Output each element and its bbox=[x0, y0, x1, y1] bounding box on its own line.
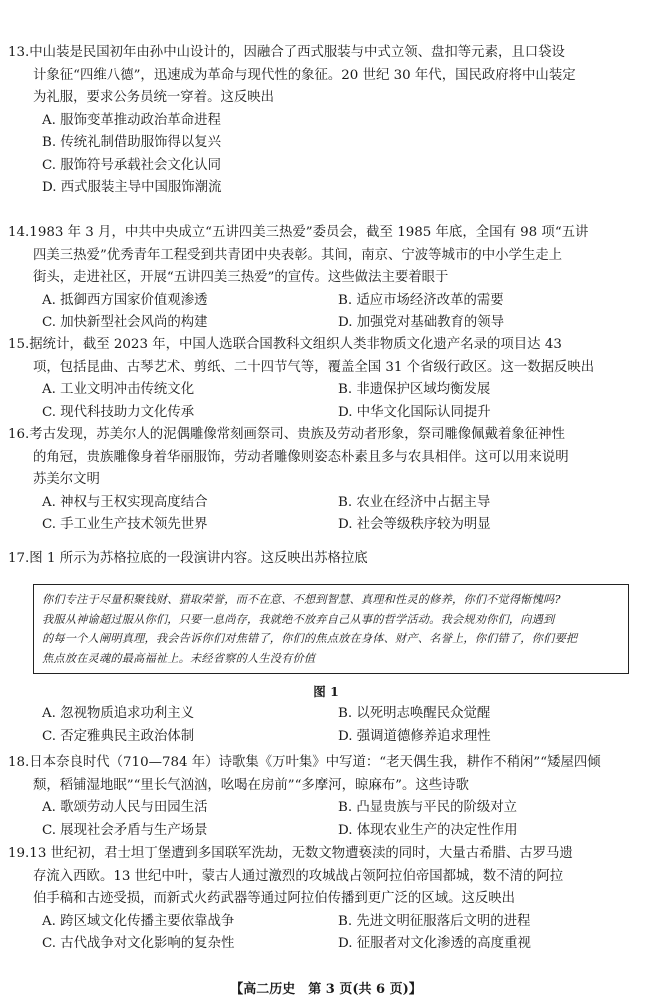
stem-text: 中山装是民国初年由孙中山设计的，因融合了西式服装与中式立领、盘扣等元素，且口袋设 bbox=[29, 45, 565, 60]
question-stem-line: 项，包括昆曲、古琴艺术、剪纸、二十四节气等，覆盖全国 31 个省级行政区。这一数据反映出 bbox=[33, 359, 595, 375]
options bbox=[8, 290, 638, 335]
question-stem-line bbox=[8, 334, 638, 357]
option-d: D. 征服者对文化渗透的高度重视 bbox=[338, 936, 531, 951]
question-number: 19. bbox=[8, 846, 30, 861]
option-c: C. 否定雅典民主政治体制 bbox=[42, 728, 195, 744]
question-stem-line bbox=[8, 548, 638, 571]
quote-line: 你们专注于尽量积聚钱财、猎取荣誉，而不在意、不想到智慧、真理和性灵的修养，你们不觉得惭愧吗? bbox=[42, 593, 561, 606]
option-c: C. 展现社会矛盾与生产场景 bbox=[42, 822, 208, 838]
options bbox=[8, 703, 638, 748]
quote-line: 的每一个人阐明真理，我会告诉你们对焦错了，你们的焦点放在身体、财产、名誉上，你们错了，你们要把 bbox=[42, 632, 578, 646]
option-c: C. 服饰符号承载社会文化认同 bbox=[42, 157, 221, 173]
stem-text: 考古发现，苏美尔人的泥偶雕像常刻画祭司、贵族及劳动者形象，祭司雕像佩戴着象征神性 bbox=[29, 427, 565, 442]
question-number: 16. bbox=[8, 427, 30, 442]
option-b: B. 非遗保护区域均衡发展 bbox=[338, 382, 491, 397]
figure-quote-box bbox=[33, 584, 629, 674]
options bbox=[8, 797, 638, 842]
question-13 bbox=[8, 42, 638, 200]
question-stem-line: 颓，稻铺湿地眠”“里长气汹汹，吆喝在房前”“多摩河，晾麻布”。这些诗歌 bbox=[33, 777, 469, 793]
option-b: B. 传统礼制借助服饰得以复兴 bbox=[42, 135, 222, 150]
question-17 bbox=[8, 548, 638, 571]
question-stem-line: 四美三热爱”优秀青年工程受到共青团中央表彰。其间，南京、宁波等城市的中小学生走上 bbox=[33, 247, 563, 263]
option-a: A. 服饰变革推动政治革命进程 bbox=[42, 112, 221, 128]
option-a: A. 工业文明冲击传统文化 bbox=[42, 382, 195, 397]
question-stem-line bbox=[8, 222, 638, 245]
option-c: C. 现代科技助力文化传承 bbox=[42, 404, 195, 420]
question-stem-line bbox=[8, 424, 638, 447]
question-16 bbox=[8, 424, 638, 537]
stem-text: 1983 年 3 月，中共中央成立“五讲四美三热爱”委员会，截至 1985 年底，全国有 98 项“五讲 bbox=[29, 225, 589, 240]
question-stem-line bbox=[8, 42, 638, 65]
option-d: D. 强调道德修养追求理性 bbox=[338, 728, 491, 744]
options bbox=[8, 110, 638, 200]
page-footer: 【高二历史 第 3 页(共 6 页)】 bbox=[230, 982, 422, 997]
question-number: 18. bbox=[8, 755, 30, 770]
option-b: B. 凸显贵族与平民的阶级对立 bbox=[338, 800, 518, 815]
question-stem-line: 伯手稿和古迹受损，而新式火药武器等通过阿拉伯传播到更广泛的区域。这反映出 bbox=[33, 891, 516, 906]
option-c: C. 加快新型社会风尚的构建 bbox=[42, 315, 208, 330]
option-d: D. 加强党对基础教育的领导 bbox=[338, 315, 505, 330]
option-b: B. 适应市场经济改革的需要 bbox=[338, 292, 504, 308]
question-stem-line: 计象征“四维八德”，迅速成为革命与现代性的象征。20 世纪 30 年代，国民政府将中山装定 bbox=[33, 67, 576, 83]
option-a: A. 歌颂劳动人民与田园生活 bbox=[42, 800, 208, 815]
option-d: D. 西式服装主导中国服饰潮流 bbox=[42, 180, 222, 195]
stem-text: 13 世纪初，君士坦丁堡遭到多国联军洗劫，无数文物遭亵渎的同时，大量古希腊、古罗马遗 bbox=[29, 846, 573, 861]
question-number: 17. bbox=[8, 551, 30, 566]
figure-caption: 图 1 bbox=[313, 684, 339, 699]
question-18 bbox=[8, 752, 638, 842]
stem-text: 图 1 所示为苏格拉底的一段演讲内容。这反映出苏格拉底 bbox=[29, 551, 368, 566]
question-14 bbox=[8, 222, 638, 335]
question-stem-line bbox=[8, 752, 638, 775]
option-a: A. 神权与王权实现高度结合 bbox=[42, 494, 208, 510]
question-number: 14. bbox=[8, 225, 30, 240]
question-stem-line: 的角冠，贵族雕像身着华丽服饰，劳动者雕像则姿态朴素且多与农具相伴。这可以用来说明 bbox=[33, 449, 569, 465]
option-b: B. 以死明志唤醒民众觉醒 bbox=[338, 706, 491, 721]
options bbox=[8, 911, 638, 956]
option-d: D. 社会等级秩序较为明显 bbox=[338, 517, 491, 532]
question-17-options bbox=[8, 703, 638, 748]
option-d: D. 体现农业生产的决定性作用 bbox=[338, 822, 518, 838]
option-d: D. 中华文化国际认同提升 bbox=[338, 404, 491, 420]
option-b: B. 先进文明征服落后文明的进程 bbox=[338, 913, 531, 929]
question-stem-line: 存流入西欧。13 世纪中叶，蒙古人通过激烈的攻城战占领阿拉伯帝国都城，数不清的阿拉 bbox=[33, 868, 564, 884]
question-stem-line: 街头，走进社区，开展“五讲四美三热爱”的宣传。这些做法主要着眼于 bbox=[33, 270, 449, 285]
option-a: A. 忽视物质追求功利主义 bbox=[42, 706, 195, 721]
option-a: A. 抵御西方国家价值观渗透 bbox=[42, 292, 208, 308]
question-number: 15. bbox=[8, 337, 30, 352]
question-number: 13. bbox=[8, 45, 30, 60]
options bbox=[8, 379, 638, 424]
question-19 bbox=[8, 843, 638, 956]
options bbox=[8, 492, 638, 537]
stem-text: 日本奈良时代（710—784 年）诗歌集《万叶集》中写道：“老天偶生我，耕作不稍闲”“矮屋四倾 bbox=[29, 755, 601, 770]
option-c: C. 古代战争对文化影响的复杂性 bbox=[42, 936, 235, 951]
quote-line: 我服从神谕超过服从你们，只要一息尚存，我就绝不放弃自己从事的哲学活动。我会规劝你们，向遇到 bbox=[42, 612, 555, 626]
question-stem-line bbox=[8, 843, 638, 866]
option-a: A. 跨区域文化传播主要依靠战争 bbox=[42, 913, 235, 929]
question-15 bbox=[8, 334, 638, 424]
quote-line: 焦点放在灵魂的最高福祉上。未经省察的人生没有价值 bbox=[42, 651, 316, 665]
option-b: B. 农业在经济中占据主导 bbox=[338, 494, 491, 510]
option-c: C. 手工业生产技术领先世界 bbox=[42, 517, 208, 532]
question-stem-line: 为礼服，要求公务员统一穿着。这反映出 bbox=[33, 90, 275, 105]
question-stem-line: 苏美尔文明 bbox=[33, 472, 100, 487]
stem-text: 据统计，截至 2023 年，中国人选联合国教科文组织人类非物质文化遗产名录的项目达 43 bbox=[29, 337, 562, 352]
